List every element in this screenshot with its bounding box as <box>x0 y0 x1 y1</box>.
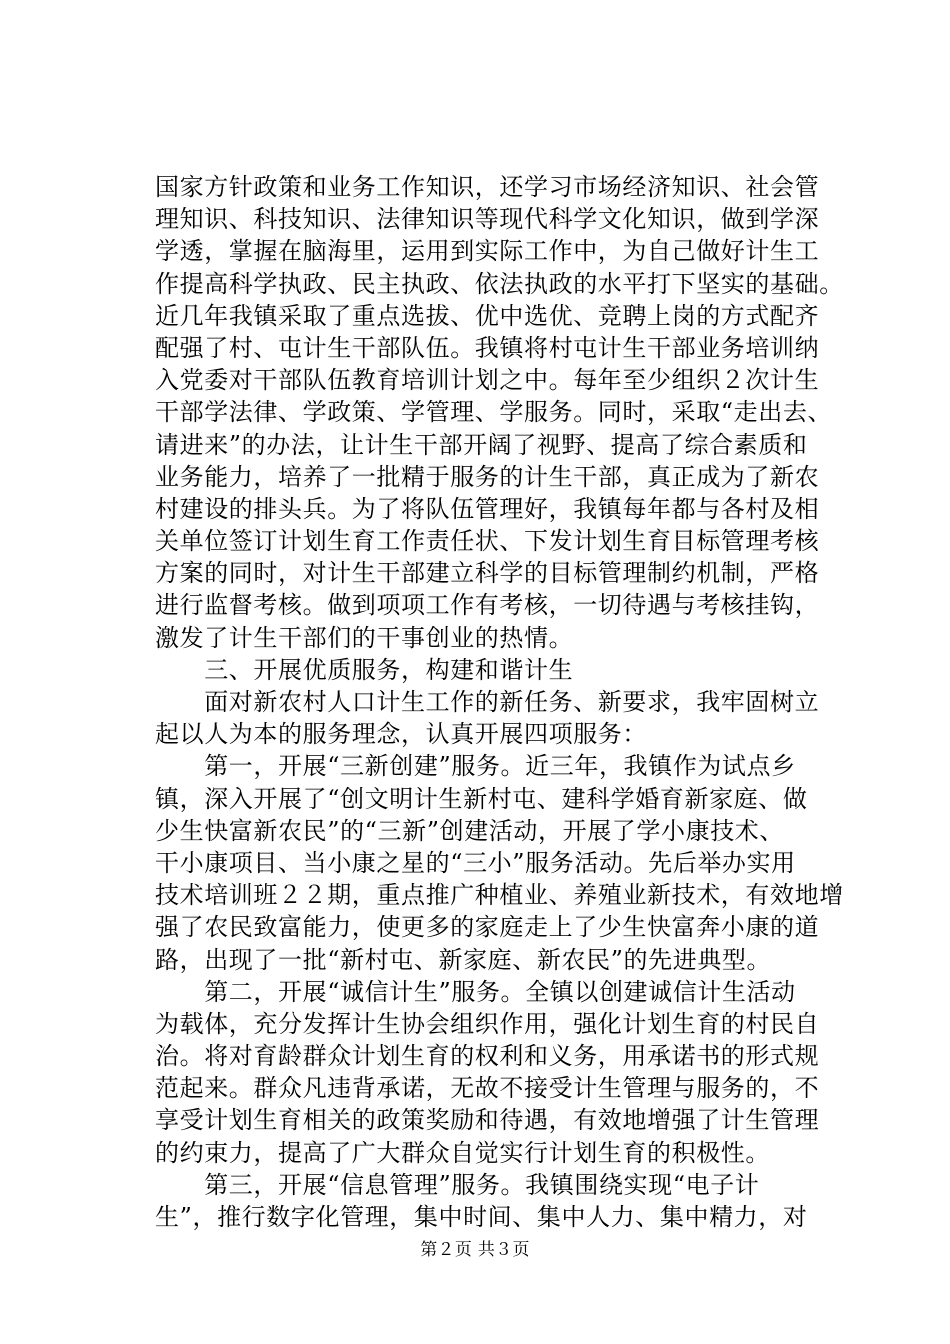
text-line: 激发了计生干部们的干事创业的热情。 <box>155 623 574 652</box>
text-line: 村建设的排头兵。为了将队伍管理好，我镇每年都与各村及相 <box>155 494 820 523</box>
text-line: 面对新农村人口计生工作的新任务、新要求，我牢固树立 <box>155 688 820 716</box>
text-line: 理知识、科技知识、法律知识等现代科学文化知识，做到学深 <box>155 205 820 234</box>
text-line: 路，出现了一批“新村屯、新家庭、新农民”的先进典型。 <box>155 945 772 974</box>
text-line: 少生快富新农民”的“三新”创建活动，开展了学小康技术、 <box>155 816 785 845</box>
text-line: 技术培训班２２期，重点推广种植业、养殖业新技术，有效地增 <box>155 881 844 910</box>
text-line: 生”，推行数字化管理，集中时间、集中人力、集中精力，对 <box>155 1203 808 1231</box>
text-line: 入党委对干部队伍教育培训计划之中。每年至少组织２次计生 <box>155 366 820 395</box>
text-line: 作提高科学执政、民主执政、依法执政的水平打下坚实的基础。 <box>155 269 844 298</box>
text-line: 治。将对育龄群众计划生育的权利和义务，用承诺书的形式规 <box>155 1042 820 1071</box>
body-text <box>155 171 844 1233</box>
text-line: 请进来”的办法，让计生干部开阔了视野、提高了综合素质和 <box>155 430 808 459</box>
text-line: 范起来。群众凡违背承诺，无故不接受计生管理与服务的，不 <box>155 1074 820 1103</box>
text-line: 镇，深入开展了“创文明计生新村屯、建科学婚育新家庭、做 <box>155 784 808 813</box>
text-line: 第三，开展“信息管理”服务。我镇围绕实现“电子计 <box>155 1170 760 1199</box>
text-line: 方案的同时，对计生干部建立科学的目标管理制约机制，严格 <box>155 559 820 588</box>
text-line: 三、开展优质服务，构建和谐计生 <box>155 655 574 684</box>
text-line: 干小康项目、当小康之星的“三小”服务活动。先后举办实用 <box>155 848 796 877</box>
text-line: 学透，掌握在脑海里，运用到实际工作中，为自己做好计生工 <box>155 237 820 266</box>
text-line: 国家方针政策和业务工作知识，还学习市场经济知识、社会管 <box>155 173 820 201</box>
text-line: 进行监督考核。做到项项工作有考核，一切待遇与考核挂钩， <box>155 591 820 620</box>
text-line: 干部学法律、学政策、学管理、学服务。同时，采取“走出去、 <box>155 398 833 427</box>
text-line: 第二，开展“诚信计生”服务。全镇以创建诚信计生活动 <box>155 977 796 1006</box>
text-line: 的约束力，提高了广大群众自觉实行计划生育的积极性。 <box>155 1138 770 1167</box>
text-line: 起以人为本的服务理念，认真开展四项服务： <box>155 720 647 749</box>
text-line: 为载体，充分发挥计生协会组织作用，强化计划生育的村民自 <box>155 1009 820 1038</box>
text-line: 业务能力，培养了一批精于服务的计生干部，真正成为了新农 <box>155 462 820 491</box>
text-line: 配强了村、屯计生干部队伍。我镇将村屯计生干部业务培训纳 <box>155 333 820 362</box>
text-line: 近几年我镇采取了重点选拔、优中选优、竞聘上岗的方式配齐 <box>155 301 820 330</box>
text-line: 关单位签订计划生育工作责任状、下发计划生育目标管理考核 <box>155 527 820 556</box>
text-line: 享受计划生育相关的政策奖励和待遇，有效地增强了计生管理 <box>155 1106 820 1135</box>
page-footer: 第２页 共３页 <box>420 1240 530 1260</box>
text-line: 强了农民致富能力，使更多的家庭走上了少生快富奔小康的道 <box>155 913 820 942</box>
text-line: 第一，开展“三新创建”服务。近三年，我镇作为试点乡 <box>155 752 796 781</box>
